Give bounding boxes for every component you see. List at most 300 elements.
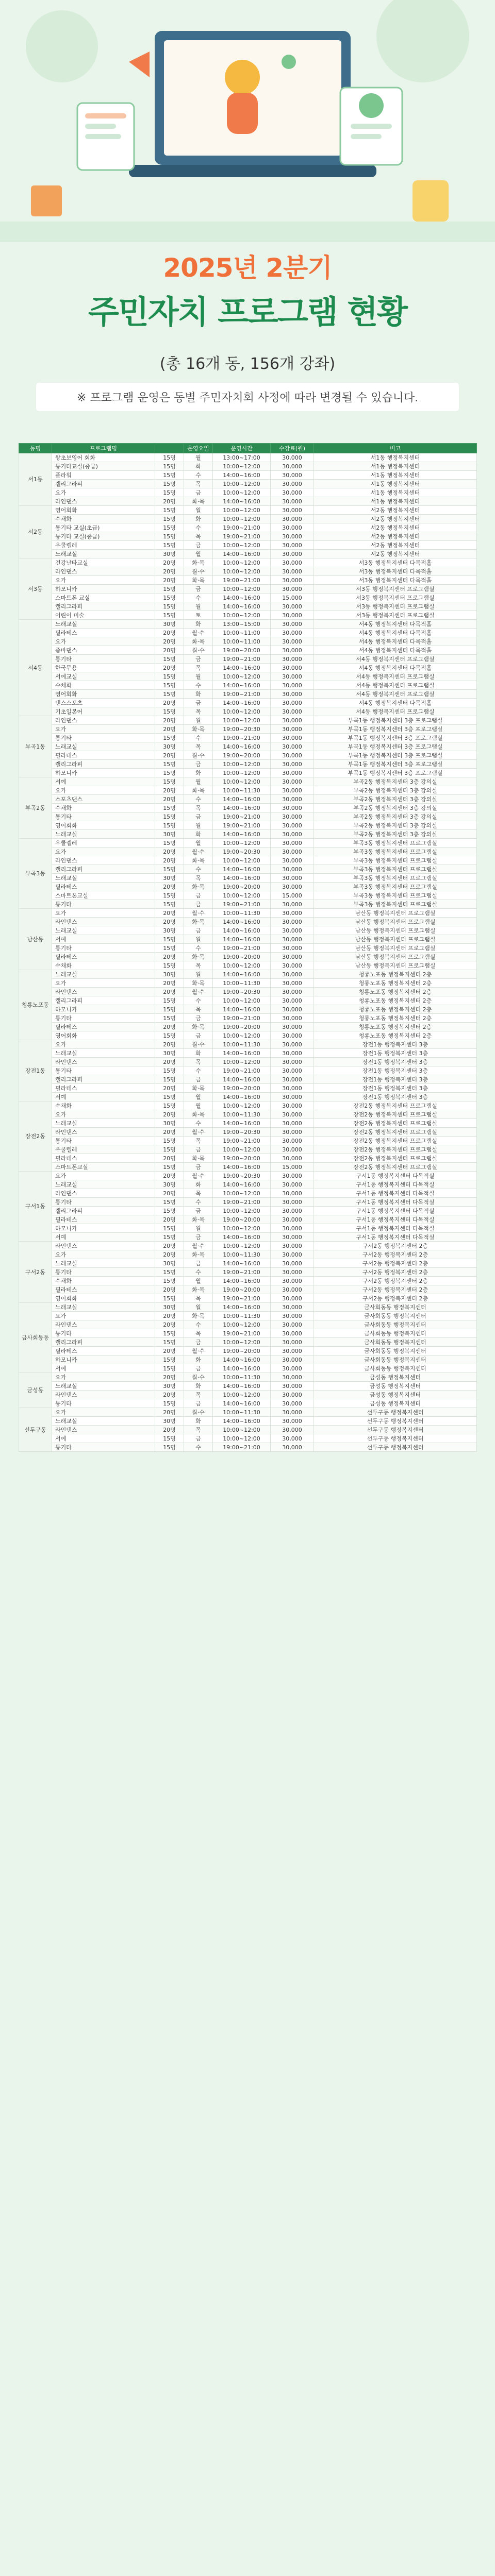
program-name-cell: 통기타 교실(중급) [52,532,155,541]
day-cell: 화·목 [184,576,213,585]
fee-cell: 30,000 [271,760,314,769]
program-name-cell: 영어회화 [52,1031,155,1040]
location-cell: 구서1동 행정복지센터 다목적실 [314,1180,477,1189]
capacity-cell: 20명 [155,637,184,646]
day-cell: 수 [184,1198,213,1207]
table-row [19,532,477,541]
capacity-cell: 15명 [155,944,184,953]
table-row [19,996,477,1005]
day-cell: 수 [184,681,213,690]
program-name-cell: 필라테스 [52,1347,155,1355]
location-cell: 청룡노포동 행정복지센터 2층 [314,979,477,988]
time-cell: 10:00~12:00 [213,611,271,620]
time-cell: 10:00~12:00 [213,1189,271,1198]
table-row [19,1137,477,1145]
table-row [19,804,477,812]
time-cell: 10:00~12:00 [213,1145,271,1154]
location-cell: 청룡노포동 행정복지센터 2층 [314,988,477,996]
day-cell: 화·목 [184,558,213,567]
fee-cell: 30,000 [271,1119,314,1128]
fee-cell: 30,000 [271,883,314,891]
capacity-cell: 30명 [155,874,184,883]
table-row [19,523,477,532]
fee-cell: 30,000 [271,1320,314,1329]
time-cell: 10:00~12:00 [213,891,271,900]
location-cell: 부곡1동 행정복지센터 3층 프로그램실 [314,751,477,760]
fee-cell: 30,000 [271,795,314,804]
location-cell: 장전1동 행정복지센터 3층 [314,1084,477,1093]
table-row [19,874,477,883]
fee-cell: 30,000 [271,926,314,935]
table-row [19,1224,477,1233]
time-cell: 14:00~16:00 [213,1355,271,1364]
fee-cell: 30,000 [271,900,314,909]
location-cell: 부곡3동 행정복지센터 프로그램실 [314,900,477,909]
fee-cell: 30,000 [271,1408,314,1417]
day-cell: 월 [184,1093,213,1101]
table-row [19,1084,477,1093]
day-cell: 금 [184,812,213,821]
program-name-cell: 통기타 [52,1066,155,1075]
capacity-cell: 15명 [155,602,184,611]
day-cell: 수 [184,795,213,804]
day-cell: 화·목 [184,786,213,795]
time-cell: 14:00~16:00 [213,926,271,935]
location-cell: 장전2동 행정복지센터 프로그램실 [314,1154,477,1163]
table-row [19,979,477,988]
program-name-cell: 스마트폰교실 [52,1163,155,1172]
day-cell: 월 [184,821,213,830]
fee-cell: 30,000 [271,1242,314,1250]
day-cell: 월 [184,672,213,681]
table-row [19,1373,477,1382]
capacity-cell: 15명 [155,1294,184,1303]
notice-banner: ※ 프로그램 운영은 동별 주민자치회 사정에 따라 변경될 수 있습니다. [36,383,459,411]
fee-cell: 30,000 [271,1049,314,1058]
time-cell: 10:00~12:00 [213,769,271,777]
capacity-cell: 15명 [155,611,184,620]
location-cell: 금사회동동 행정복지센터 [314,1347,477,1355]
fee-cell: 30,000 [271,856,314,865]
fee-cell: 30,000 [271,1294,314,1303]
fee-cell: 30,000 [271,804,314,812]
location-cell: 남산동 행정복지센터 프로그램실 [314,953,477,961]
program-name-cell: 건강난타교실 [52,558,155,567]
table-row [19,734,477,742]
time-cell: 19:00~21:00 [213,576,271,585]
time-cell: 19:00~21:00 [213,1137,271,1145]
capacity-cell: 15명 [155,453,184,462]
table-row [19,1285,477,1294]
time-cell: 13:00~15:00 [213,620,271,629]
program-name-cell: 노래교실 [52,926,155,935]
table-row [19,1391,477,1399]
time-cell: 19:00~21:00 [213,523,271,532]
location-cell: 부곡1동 행정복지센터 3층 프로그램실 [314,760,477,769]
table-row [19,742,477,751]
day-cell: 월·수 [184,1347,213,1355]
program-name-cell: 요가 [52,488,155,497]
program-name-cell: 캘리그라피 [52,1075,155,1084]
capacity-cell: 20명 [155,751,184,760]
time-cell: 10:00~11:30 [213,1040,271,1049]
capacity-cell: 20명 [155,646,184,655]
table-row [19,961,477,970]
day-cell: 화·목 [184,1110,213,1119]
program-name-cell: 수채화 [52,1277,155,1285]
fee-cell: 30,000 [271,1145,314,1154]
location-cell: 선두구동 행정복지센터 [314,1408,477,1417]
day-cell: 금 [184,1434,213,1443]
day-cell: 금 [184,900,213,909]
dong-cell: 서4동 [19,620,52,716]
program-name-cell: 요가 [52,637,155,646]
location-cell: 남산동 행정복지센터 프로그램실 [314,935,477,944]
fee-cell: 30,000 [271,1285,314,1294]
location-cell: 서4동 행정복지센터 다목적홀 [314,699,477,707]
capacity-cell: 15명 [155,891,184,900]
location-cell: 구서2동 행정복지센터 2층 [314,1277,477,1285]
capacity-cell: 15명 [155,1224,184,1233]
location-cell: 서3동 행정복지센터 프로그램실 [314,602,477,611]
location-cell: 금사회동동 행정복지센터 [314,1312,477,1320]
fee-cell: 30,000 [271,979,314,988]
capacity-cell: 15명 [155,1277,184,1285]
table-row [19,1338,477,1347]
program-name-cell: 우쿨렐레 [52,839,155,848]
capacity-cell: 15명 [155,655,184,664]
time-cell: 10:00~12:00 [213,760,271,769]
time-cell: 19:00~20:30 [213,1172,271,1180]
time-cell: 19:00~21:00 [213,1198,271,1207]
time-cell: 10:00~11:30 [213,909,271,918]
fee-cell: 30,000 [271,1023,314,1031]
program-name-cell: 라인댄스 [52,497,155,506]
location-cell: 서4동 행정복지센터 다목적홀 [314,629,477,637]
table-row [19,594,477,602]
fee-cell: 30,000 [271,935,314,944]
location-cell: 금사회동동 행정복지센터 [314,1364,477,1373]
day-cell: 화·목 [184,1084,213,1093]
table-row [19,865,477,874]
table-row [19,1417,477,1426]
table-row [19,1303,477,1312]
fee-cell: 30,000 [271,1058,314,1066]
table-row [19,1066,477,1075]
day-cell: 월 [184,970,213,979]
table-row [19,1408,477,1417]
table-header-row [19,444,477,453]
day-cell: 화 [184,462,213,471]
table-row [19,1023,477,1031]
time-cell: 14:00~16:00 [213,594,271,602]
day-cell: 월·수 [184,1128,213,1137]
time-cell: 10:00~12:00 [213,707,271,716]
location-cell: 서1동 행정복지센터 [314,480,477,488]
table-row [19,716,477,725]
location-cell: 서4동 행정복지센터 프로그램실 [314,681,477,690]
location-cell: 남산동 행정복지센터 프로그램실 [314,961,477,970]
capacity-cell: 30명 [155,1119,184,1128]
program-name-cell: 통기타 교실(초급) [52,523,155,532]
hero-illustration-art [0,0,495,242]
time-cell: 19:00~21:00 [213,734,271,742]
time-cell: 19:00~20:00 [213,1285,271,1294]
fee-cell: 30,000 [271,506,314,515]
capacity-cell: 20명 [155,848,184,856]
location-cell: 구서1동 행정복지센터 다목적실 [314,1224,477,1233]
fee-cell: 30,000 [271,1259,314,1268]
capacity-cell: 15명 [155,1031,184,1040]
capacity-cell: 15명 [155,707,184,716]
program-name-cell: 필라테스 [52,883,155,891]
day-cell: 목 [184,1294,213,1303]
program-name-cell: 스포츠댄스 [52,795,155,804]
program-name-cell: 수채화 [52,681,155,690]
program-name-cell: 통기타 [52,1198,155,1207]
capacity-cell: 15명 [155,777,184,786]
fee-cell: 30,000 [271,488,314,497]
fee-cell: 15,000 [271,891,314,900]
dong-cell: 남산동 [19,909,52,970]
location-cell: 부곡3동 행정복지센터 프로그램실 [314,874,477,883]
day-cell: 화·목 [184,637,213,646]
table-row [19,1101,477,1110]
table-row [19,637,477,646]
time-cell: 14:00~16:00 [213,795,271,804]
capacity-cell: 15명 [155,471,184,480]
fee-cell: 30,000 [271,471,314,480]
dong-cell: 부곡1동 [19,716,52,777]
fee-cell: 30,000 [271,1215,314,1224]
capacity-cell: 15명 [155,1443,184,1452]
capacity-cell: 15명 [155,1075,184,1084]
capacity-cell: 20명 [155,1250,184,1259]
location-cell: 부곡3동 행정복지센터 프로그램실 [314,865,477,874]
day-cell: 화 [184,1180,213,1189]
location-cell: 서3동 행정복지센터 프로그램실 [314,611,477,620]
day-cell: 수 [184,865,213,874]
table-row [19,760,477,769]
day-cell: 금 [184,699,213,707]
day-cell: 수 [184,523,213,532]
program-name-cell: 필라테스 [52,953,155,961]
fee-cell: 30,000 [271,1180,314,1189]
table-row [19,1110,477,1119]
fee-cell: 30,000 [271,541,314,550]
day-cell: 화 [184,1382,213,1391]
day-cell: 화 [184,1355,213,1364]
capacity-cell: 20명 [155,1040,184,1049]
time-cell: 10:00~12:00 [213,558,271,567]
location-cell: 장전2동 행정복지센터 프로그램실 [314,1163,477,1172]
program-name-cell: 필라테스 [52,629,155,637]
program-name-cell: 요가 [52,1172,155,1180]
time-cell: 19:00~21:00 [213,690,271,699]
fee-cell: 30,000 [271,1329,314,1338]
program-name-cell: 라인댄스 [52,1391,155,1399]
time-cell: 10:00~11:00 [213,629,271,637]
day-cell: 목 [184,961,213,970]
capacity-cell: 15명 [155,996,184,1005]
fee-cell: 30,000 [271,769,314,777]
capacity-cell: 20명 [155,497,184,506]
day-cell: 수 [184,734,213,742]
program-name-cell: 하모니카 [52,585,155,594]
day-cell: 금 [184,760,213,769]
location-cell: 서2동 행정복지센터 [314,532,477,541]
program-name-cell: 노래교실 [52,1382,155,1391]
capacity-cell: 20명 [155,1154,184,1163]
table-row [19,1119,477,1128]
time-cell: 10:00~11:30 [213,786,271,795]
location-cell: 부곡1동 행정복지센터 3층 프로그램실 [314,769,477,777]
table-row [19,707,477,716]
capacity-cell: 15명 [155,900,184,909]
capacity-cell: 15명 [155,480,184,488]
capacity-cell: 15명 [155,1093,184,1101]
fee-cell: 30,000 [271,1443,314,1452]
fee-cell: 30,000 [271,944,314,953]
fee-cell: 30,000 [271,725,314,734]
time-cell: 14:00~16:00 [213,970,271,979]
capacity-cell: 20명 [155,786,184,795]
program-name-cell: 통기타 [52,1137,155,1145]
time-cell: 10:00~12:00 [213,506,271,515]
dong-cell: 장전2동 [19,1101,52,1172]
fee-cell: 30,000 [271,1303,314,1312]
day-cell: 수 [184,1066,213,1075]
fee-cell: 30,000 [271,909,314,918]
fee-cell: 30,000 [271,777,314,786]
location-cell: 장전1동 행정복지센터 3층 [314,1049,477,1058]
time-cell: 10:00~12:00 [213,567,271,576]
capacity-cell: 20명 [155,699,184,707]
fee-cell: 30,000 [271,523,314,532]
capacity-cell: 15명 [155,812,184,821]
fee-cell: 30,000 [271,699,314,707]
day-cell: 수 [184,1443,213,1452]
day-cell: 화 [184,515,213,523]
col-header-day: 운영요일 [184,444,213,453]
table-row [19,611,477,620]
day-cell: 금 [184,1259,213,1268]
table-row [19,1154,477,1163]
location-cell: 장전1동 행정복지센터 3층 [314,1040,477,1049]
table-row [19,1294,477,1303]
program-name-cell: 라인댄스 [52,1320,155,1329]
time-cell: 10:00~12:00 [213,716,271,725]
day-cell: 목 [184,742,213,751]
program-name-cell: 노래교실 [52,874,155,883]
capacity-cell: 15명 [155,804,184,812]
capacity-cell: 20명 [155,979,184,988]
fee-cell: 30,000 [271,830,314,839]
time-cell: 10:00~12:00 [213,1338,271,1347]
capacity-cell: 30명 [155,1049,184,1058]
capacity-cell: 20명 [155,716,184,725]
dong-cell: 청룡노포동 [19,970,52,1040]
time-cell: 19:00~20:30 [213,988,271,996]
program-name-cell: 노래교실 [52,550,155,558]
time-cell: 14:00~16:00 [213,742,271,751]
program-name-cell: 캘리그라피 [52,996,155,1005]
day-cell: 월·수 [184,909,213,918]
capacity-cell: 20명 [155,1426,184,1434]
day-cell: 월 [184,777,213,786]
location-cell: 서3동 행정복지센터 프로그램실 [314,594,477,602]
location-cell: 금성동 행정복지센터 [314,1391,477,1399]
day-cell: 수 [184,1268,213,1277]
dong-cell: 서2동 [19,506,52,558]
table-row [19,1364,477,1373]
location-cell: 구서2동 행정복지센터 2층 [314,1259,477,1268]
fee-cell: 30,000 [271,1040,314,1049]
time-cell: 19:00~20:00 [213,1084,271,1093]
location-cell: 부곡2동 행정복지센터 3층 강의실 [314,812,477,821]
day-cell: 화·목 [184,1215,213,1224]
day-cell: 금 [184,1338,213,1347]
time-cell: 10:00~12:00 [213,541,271,550]
table-row [19,1382,477,1391]
location-cell: 장전2동 행정복지센터 프로그램실 [314,1119,477,1128]
day-cell: 화·목 [184,725,213,734]
day-cell: 수 [184,1119,213,1128]
location-cell: 부곡3동 행정복지센터 프로그램실 [314,848,477,856]
fee-cell: 30,000 [271,961,314,970]
day-cell: 수 [184,471,213,480]
table-row [19,839,477,848]
program-name-cell: 캘리그라피 [52,1207,155,1215]
capacity-cell: 20명 [155,725,184,734]
capacity-cell: 30명 [155,742,184,751]
program-name-cell: 노래교실 [52,1417,155,1426]
fee-cell: 30,000 [271,576,314,585]
location-cell: 남산동 행정복지센터 프로그램실 [314,926,477,935]
day-cell: 목 [184,1426,213,1434]
fee-cell: 15,000 [271,594,314,602]
capacity-cell: 15명 [155,1364,184,1373]
capacity-cell: 15명 [155,935,184,944]
time-cell: 14:00~16:00 [213,1399,271,1408]
location-cell: 장전1동 행정복지센터 3층 [314,1066,477,1075]
capacity-cell: 20명 [155,1391,184,1399]
capacity-cell: 30명 [155,926,184,935]
capacity-cell: 15명 [155,594,184,602]
location-cell: 청룡노포동 행정복지센터 2층 [314,1005,477,1014]
day-cell: 화·목 [184,1250,213,1259]
time-cell: 14:00~16:00 [213,550,271,558]
day-cell: 월 [184,550,213,558]
capacity-cell: 20명 [155,1408,184,1417]
day-cell: 화 [184,620,213,629]
program-name-cell: 댄스스포츠 [52,699,155,707]
location-cell: 서1동 행정복지센터 [314,497,477,506]
day-cell: 금 [184,1014,213,1023]
location-cell: 부곡2동 행정복지센터 3층 강의실 [314,821,477,830]
capacity-cell: 20명 [155,1312,184,1320]
location-cell: 서2동 행정복지센터 [314,515,477,523]
fee-cell: 30,000 [271,1189,314,1198]
day-cell: 월 [184,602,213,611]
capacity-cell: 15명 [155,1005,184,1014]
capacity-cell: 20명 [155,856,184,865]
program-name-cell: 한국무용 [52,664,155,672]
table-row [19,988,477,996]
fee-cell: 30,000 [271,988,314,996]
dong-cell: 부곡3동 [19,839,52,909]
fee-cell: 30,000 [271,690,314,699]
